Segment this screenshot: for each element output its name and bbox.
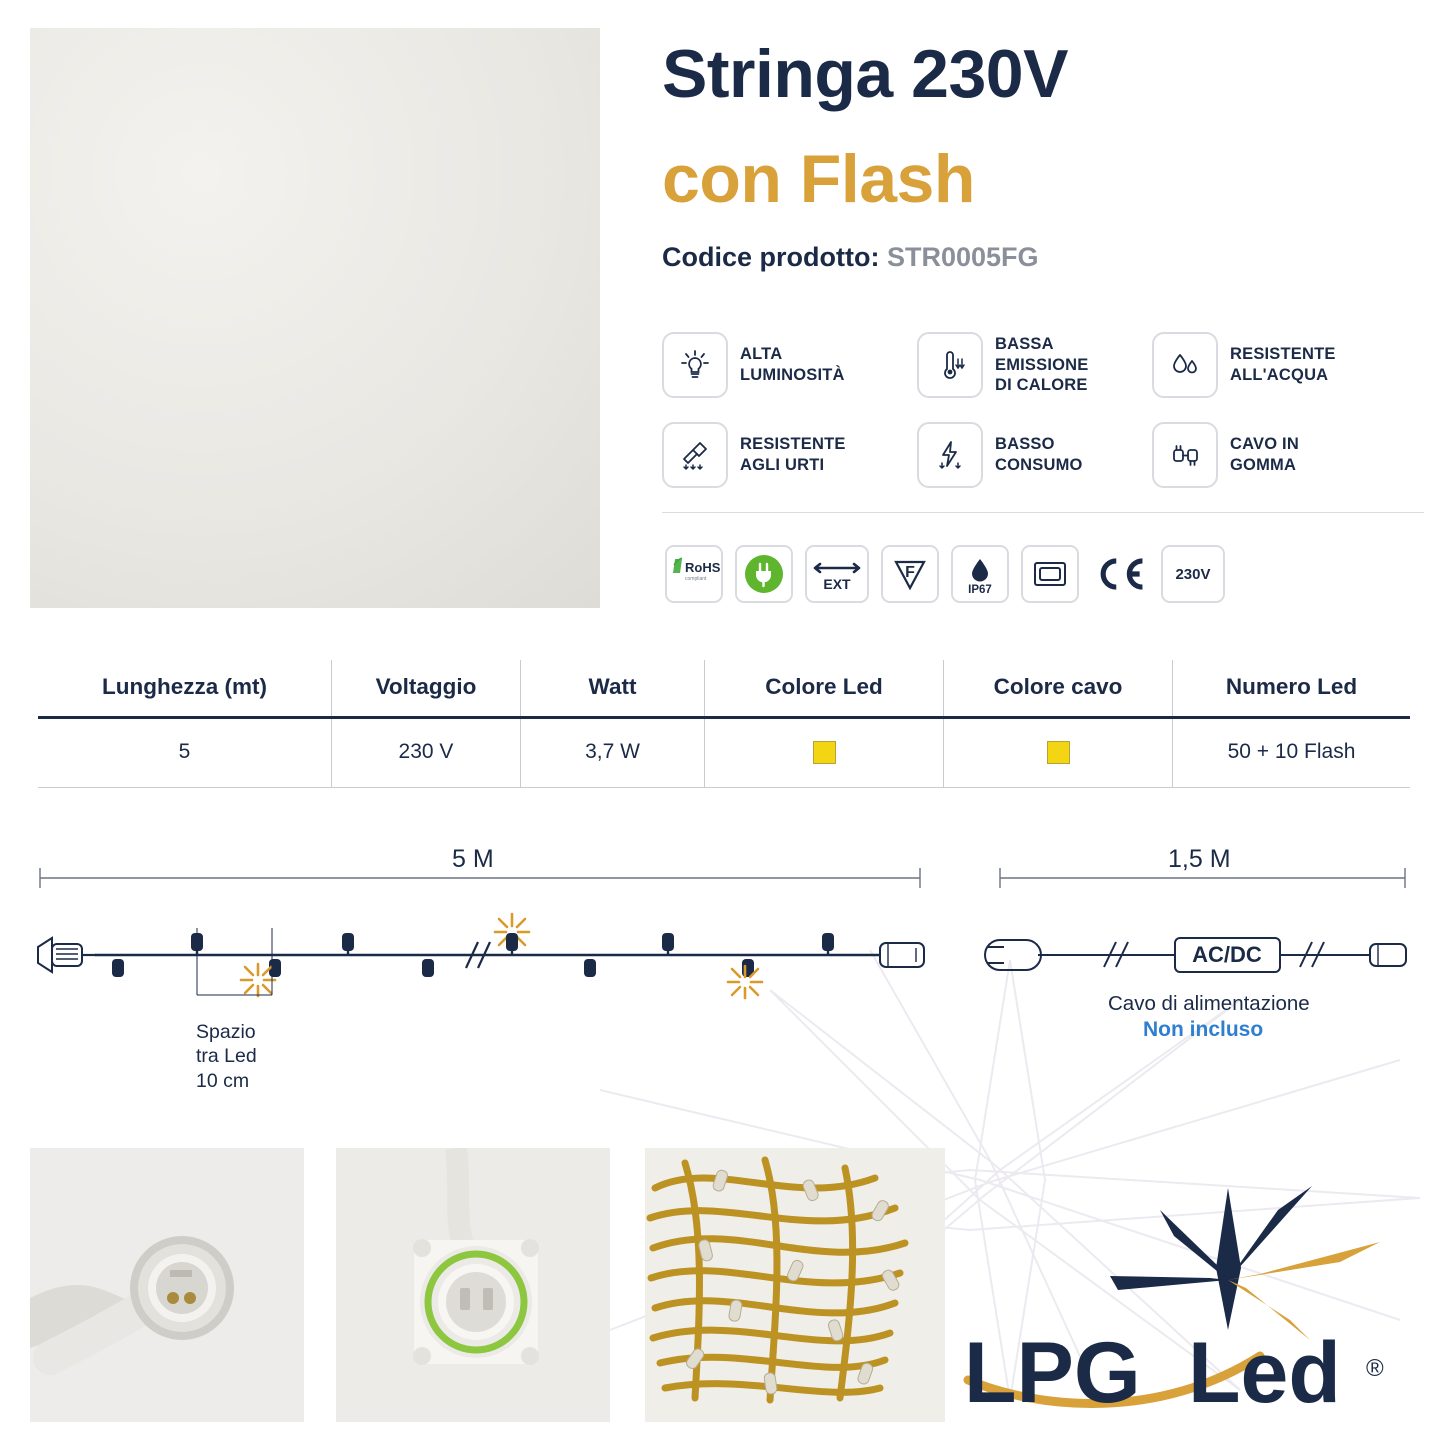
green-plug-icon (740, 550, 788, 598)
spacing-line-1: Spazio (196, 1021, 256, 1043)
lightning-bolt-icon (917, 422, 983, 488)
ce-badge (1091, 545, 1149, 603)
logo-text-lpg: LPG (964, 1325, 1141, 1421)
feature-bassa-emissione-calore (917, 325, 1152, 405)
connector-socket-photo (30, 1148, 304, 1422)
td-lunghezza: 5 (38, 718, 332, 788)
ip67-glyph (956, 550, 1004, 598)
connector-socket-illustration (30, 1148, 304, 1422)
led-spacing-label (196, 1020, 257, 1093)
f-class-glyph (886, 550, 934, 598)
svg-text:IP67: IP67 (968, 584, 992, 596)
spacing-line-2: tra Led (196, 1045, 257, 1068)
right-connector (880, 943, 924, 967)
feature-resistente-acqua (1152, 325, 1422, 405)
adapter-label: AC/DC (1192, 942, 1262, 967)
th-watt: Watt (521, 660, 705, 718)
th-colore-cavo: Colore cavo (944, 660, 1173, 718)
feature-alta-luminosita (662, 325, 917, 405)
product-code-row (662, 242, 1039, 273)
svg-text:RoHS: RoHS (685, 560, 720, 575)
feature-label: BASSA EMISSIONE DI CALORE (995, 335, 1089, 395)
svg-text:compliant: compliant (685, 576, 707, 582)
th-colore-led: Colore Led (705, 660, 944, 718)
connector-front-illustration (336, 1148, 610, 1422)
plug-green-badge (735, 545, 793, 603)
thermometer-icon (917, 332, 983, 398)
class2-badge (1021, 545, 1079, 603)
section-divider (662, 512, 1424, 513)
water-drops-icon (1152, 332, 1218, 398)
photo-background (30, 28, 600, 608)
led-color-swatch (813, 741, 836, 764)
power-cable-group (985, 938, 1406, 972)
cable-color-swatch (1047, 741, 1070, 764)
logo-star-icon (1110, 1186, 1380, 1340)
power-cable-label: Cavo di alimentazione (1108, 992, 1310, 1015)
th-voltaggio: Voltaggio (332, 660, 521, 718)
f-class-badge (881, 545, 939, 603)
feature-label: RESISTENTE ALL'ACQUA (1230, 345, 1336, 384)
dimension-label-main: 5 M (452, 845, 494, 873)
feature-grid (662, 325, 1422, 495)
product-code-label: Codice prodotto: (662, 242, 880, 272)
certification-badges (665, 545, 1225, 603)
bulb-rays-icon (662, 332, 728, 398)
th-lunghezza: Lunghezza (mt) (38, 660, 332, 718)
impact-hammer-icon (662, 422, 728, 488)
double-square-icon (1026, 550, 1074, 598)
feature-label: ALTA LUMINOSITÀ (740, 345, 845, 384)
logo-registered-mark: ® (1366, 1355, 1384, 1382)
lpgled-logo-svg (960, 1180, 1420, 1430)
rohs-badge-glyph (668, 553, 720, 595)
spacing-line-3: 10 cm (196, 1069, 250, 1092)
dimension-label-cable: 1,5 M (1168, 845, 1231, 873)
led-bundle-illustration (645, 1148, 945, 1422)
voltage-badge-glyph (1164, 551, 1222, 597)
feature-basso-consumo (917, 415, 1152, 495)
td-watt: 3,7 W (521, 718, 705, 788)
ip67-badge (951, 545, 1009, 603)
rubber-cable-icon (1152, 422, 1218, 488)
feature-label: RESISTENTE AGLI URTI (740, 435, 846, 474)
svg-text:230V: 230V (1175, 566, 1211, 583)
led-markers-lower (112, 959, 754, 977)
feature-label: CAVO IN GOMMA (1230, 435, 1299, 474)
logo-text-led: Led (1188, 1325, 1341, 1421)
feature-resistente-urti (662, 415, 917, 495)
spacing-guides (197, 928, 272, 995)
td-colore-led (705, 718, 944, 788)
ce-mark-glyph (1091, 550, 1149, 598)
page-title-line2: con Flash (662, 141, 975, 217)
product-code-value: STR0005FG (886, 242, 1039, 272)
feature-cavo-gomma (1152, 415, 1422, 495)
td-numero-led: 50 + 10 Flash (1173, 718, 1411, 788)
voltage-badge (1161, 545, 1225, 603)
td-voltaggio: 230 V (332, 718, 521, 788)
power-cable-note: Non incluso (1143, 1018, 1264, 1041)
ext-badge-glyph (810, 551, 864, 597)
hero-product-photo (30, 28, 600, 608)
svg-text:F: F (905, 564, 915, 581)
svg-text:EXT: EXT (823, 576, 851, 592)
td-colore-cavo (944, 718, 1173, 788)
table-row (38, 718, 1410, 788)
left-connector (38, 938, 96, 972)
rohs-badge (665, 545, 723, 603)
feature-label: BASSO CONSUMO (995, 435, 1083, 474)
led-string-bundle-photo (645, 1148, 945, 1422)
connector-front-photo (336, 1148, 610, 1422)
specifications-table (38, 660, 1410, 788)
lpgled-logo (960, 1180, 1420, 1430)
page-title-line1: Stringa 230V (662, 36, 1068, 112)
table-header-row (38, 660, 1410, 718)
ext-badge (805, 545, 869, 603)
th-numero-led: Numero Led (1173, 660, 1411, 718)
